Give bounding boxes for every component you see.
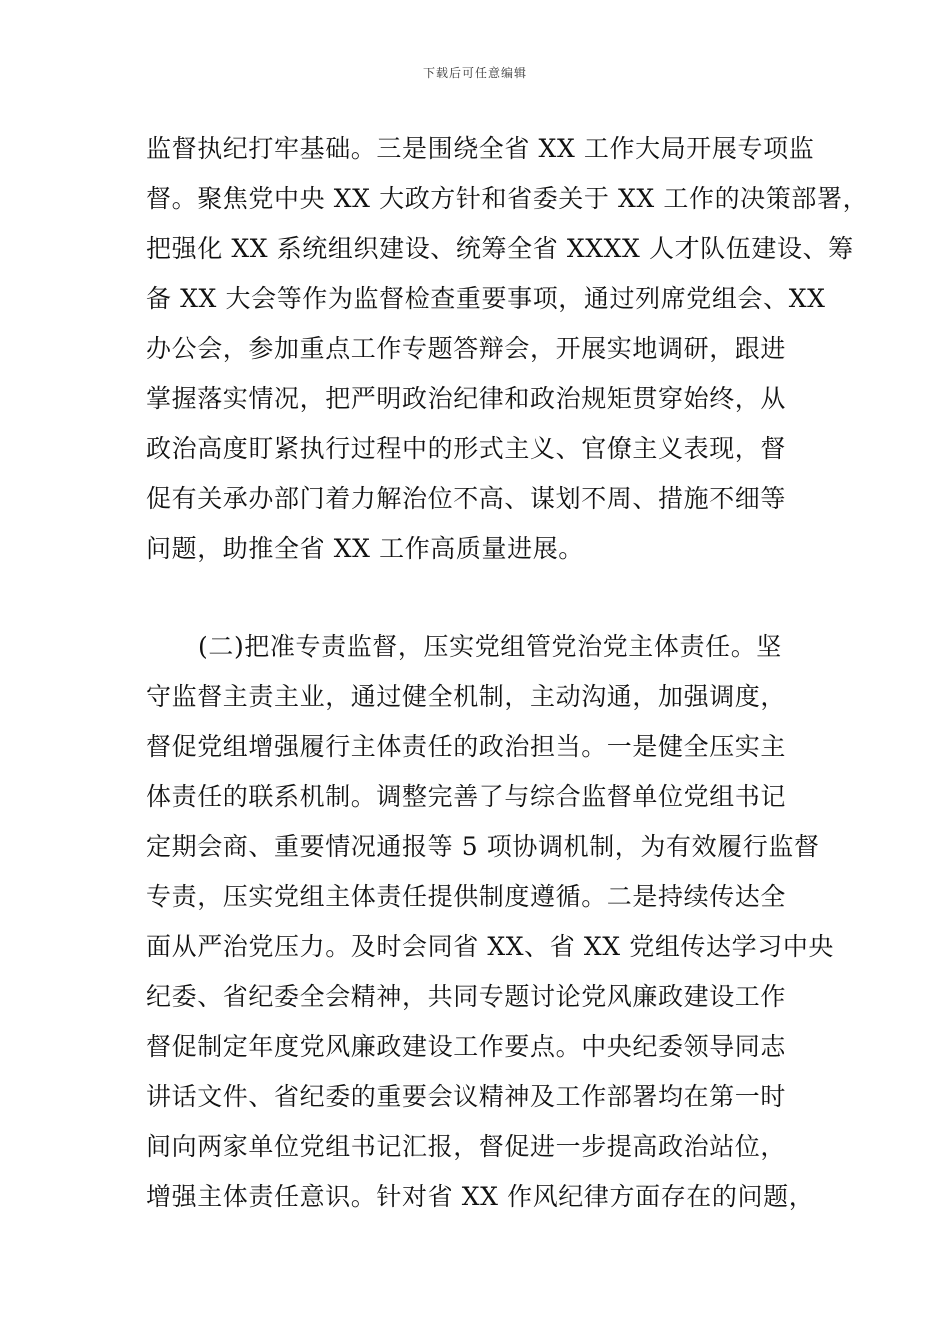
page-header: 下载后可任意编辑 xyxy=(422,66,527,80)
text-line: 守监督主责主业，通过健全机制，主动沟通，加强调度， xyxy=(146,682,787,711)
text-line: 督。聚焦党中央 XX 大政方针和省委关于 XX 工作的决策部署， xyxy=(146,184,869,213)
text-line: (二)把准专责监督，压实党组管党治党主体责任。坚 xyxy=(198,632,782,661)
paragraph-1 xyxy=(146,124,869,574)
text-line: 督促制定年度党风廉政建设工作要点。中央纪委领导同志 xyxy=(146,1032,787,1061)
text-line: 掌握落实情况，把严明政治纪律和政治规矩贯穿始终，从 xyxy=(146,384,787,413)
text-line: 促有关承办部门着力解治位不高、谋划不周、措施不细等 xyxy=(146,484,787,513)
text-line: 间向两家单位党组书记汇报，督促进一步提高政治站位， xyxy=(146,1132,787,1161)
text-line: 专责，压实党组主体责任提供制度遵循。二是持续传达全 xyxy=(146,882,787,911)
text-line: 定期会商、重要情况通报等 5 项协调机制，为有效履行监督 xyxy=(146,832,820,861)
text-line: 办公会，参加重点工作专题答辩会，开展实地调研，跟进 xyxy=(146,334,787,363)
text-line: 备 XX 大会等作为监督检查重要事项，通过列席党组会、XX xyxy=(146,284,826,313)
text-line: 讲话文件、省纪委的重要会议精神及工作部署均在第一时 xyxy=(146,1082,787,1111)
text-line: 纪委、省纪委全会精神，共同专题讨论党风廉政建设工作 xyxy=(146,982,787,1011)
text-line: 政治高度盯紧执行过程中的形式主义、官僚主义表现，督 xyxy=(146,434,787,463)
text-line: 监督执纪打牢基础。三是围绕全省 XX 工作大局开展专项监 xyxy=(146,134,815,163)
paragraph-2 xyxy=(146,622,835,1222)
text-line: 督促党组增强履行主体责任的政治担当。一是健全压实主 xyxy=(146,732,787,761)
text-line: 增强主体责任意识。针对省 XX 作风纪律方面存在的问题， xyxy=(146,1182,815,1211)
text-line: 问题，助推全省 XX 工作高质量进展。 xyxy=(146,534,584,563)
text-line: 体责任的联系机制。调整完善了与综合监督单位党组书记 xyxy=(146,782,787,811)
text-line: 把强化 XX 系统组织建设、统筹全省 XXXX 人才队伍建设、筹 xyxy=(146,234,854,263)
text-line: 面从严治党压力。及时会同省 XX、省 XX 党组传达学习中央 xyxy=(146,932,835,961)
